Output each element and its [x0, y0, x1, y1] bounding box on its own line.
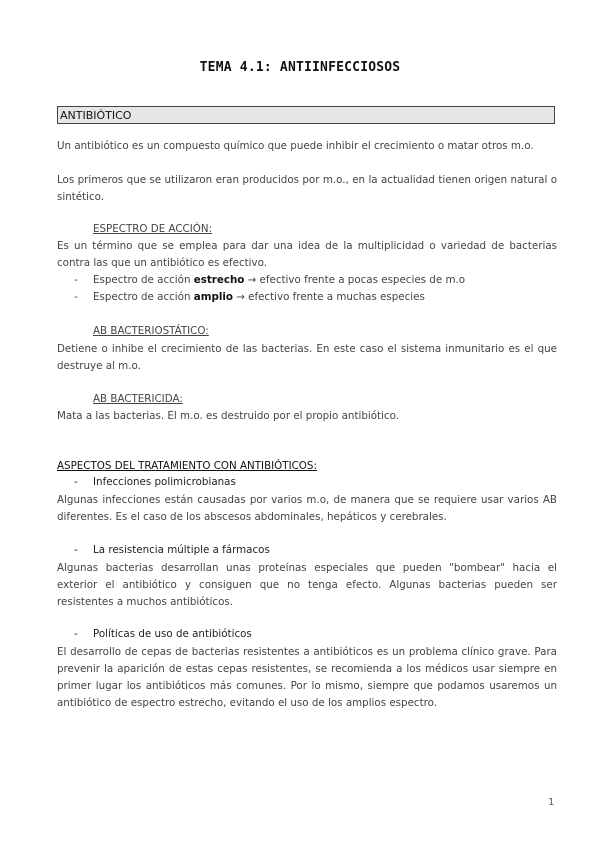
list-item-amplio [74, 291, 425, 303]
section-heading-antibiotico: ANTIBIÓTICO [60, 109, 132, 122]
paragraph-definition: Un antibiótico es un compuesto químico que puede inhibir el crecimiento o matar otros m.o. [57, 140, 534, 152]
list-heading-polimicrobianas [74, 476, 236, 488]
subheading-bactericida: AB BACTERICIDA: [93, 393, 183, 405]
list-item-estrecho [74, 274, 465, 286]
section-heading-aspectos: ASPECTOS DEL TRATAMIENTO CON ANTIBIÓTICOS: [57, 460, 317, 472]
bullet-dash: - [74, 291, 78, 303]
list-heading-politicas [74, 628, 252, 640]
page-title: TEMA 4.1: ANTIINFECCIOSOS [199, 60, 401, 75]
bullet-dash: - [74, 476, 78, 488]
section-heading-box [57, 106, 555, 124]
subheading-bacteriostatico: AB BACTERIOSTÁTICO: [93, 325, 209, 337]
paragraph-politicas: El desarrollo de cepas de bacterias resistentes a antibióticos es un problema clínico grave. Para prevenir la aparición de estas cepas resistentes, se recomienda a los médicos usar siempre en primer lugar los antibióticos más comunes. Por lo mismo, siempre que podamos usaremos un antibiótico de espectro estrecho, evitando el uso de los amplios espectro. [57, 646, 557, 709]
bullet-dash: - [74, 274, 78, 286]
paragraph-bactericida: Mata a las bacterias. El m.o. es destruido por el propio antibiótico. [57, 410, 399, 422]
bullet-bold: estrecho [193, 274, 245, 286]
list-heading-text: La resistencia múltiple a fármacos [93, 544, 270, 556]
bullet-dash: - [74, 544, 78, 556]
paragraph-bacteriostatico: Detiene o inhibe el crecimiento de las bacterias. En este caso el sistema inmunitario es el que destruye al m.o. [57, 343, 557, 372]
bullet-text: → efectivo frente a muchas especies [232, 291, 425, 303]
list-heading-text: Políticas de uso de antibióticos [93, 628, 252, 640]
paragraph-polimicrobianas: Algunas infecciones están causadas por varios m.o, de manera que se requiere usar varios AB diferentes. Es el caso de los abscesos abdominales, hepáticos y cerebrales. [57, 494, 557, 523]
bullet-text: Espectro de acción [93, 274, 194, 286]
list-heading-text: Infecciones polimicrobianas [93, 476, 236, 488]
bullet-text: Espectro de acción [93, 291, 194, 303]
paragraph-resistencia: Algunas bacterias desarrollan unas proteínas especiales que pueden "bombear" hacia el exterior el antibiótico y consiguen que no tenga efecto. Algunas bacterias pueden ser resistentes a muchos antibióticos. [57, 562, 557, 608]
bullet-text: → efectivo frente a pocas especies de m.o [244, 274, 466, 286]
bullet-bold: amplio [193, 291, 233, 303]
subheading-espectro: ESPECTRO DE ACCIÓN: [93, 223, 213, 235]
paragraph-origin: Los primeros que se utilizaron eran producidos por m.o., en la actualidad tienen origen natural o sintético. [57, 174, 557, 203]
page-number: 1 [548, 797, 555, 808]
bullet-dash: - [74, 628, 78, 640]
paragraph-espectro: Es un término que se emplea para dar una idea de la multiplicidad o variedad de bacterias contra las que un antibiótico es efectivo. [57, 240, 557, 269]
list-heading-resistencia [74, 544, 270, 556]
